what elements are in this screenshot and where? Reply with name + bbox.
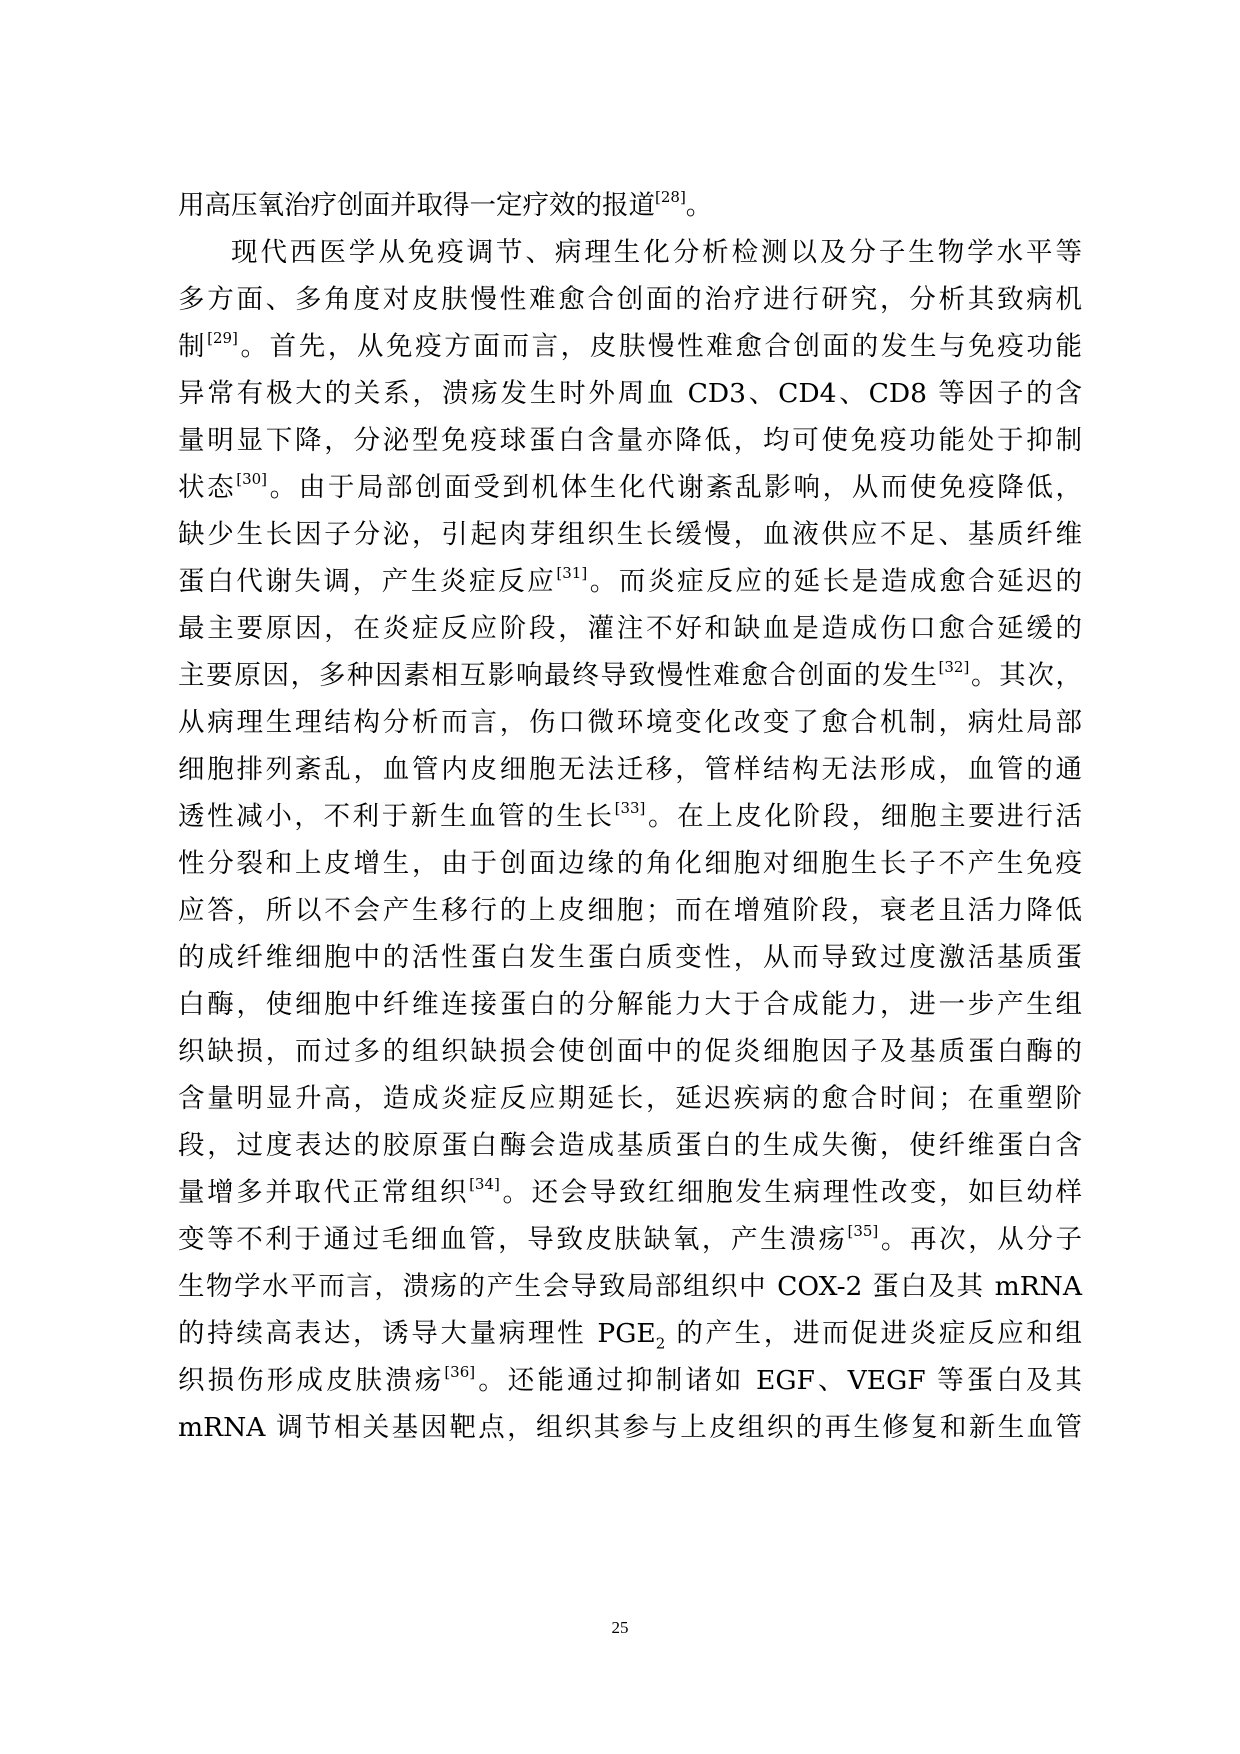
text-line: 异常有极大的关系，溃疡发生时外周血 CD3、CD4、CD8 等因子的含 bbox=[178, 378, 1082, 409]
text-line: 量增多并取代正常组织[34]。还会导致红细胞发生病理性改变，如巨幼样 bbox=[178, 1175, 1083, 1208]
body-text bbox=[178, 182, 1082, 1451]
text-line: 制[29]。首先，从免疫方面而言，皮肤慢性难愈合创面的发生与免疫功能 bbox=[178, 329, 1083, 362]
citation: [32] bbox=[938, 658, 970, 677]
text-line: 细胞排列紊乱，血管内皮细胞无法迁移，管样结构无法形成，血管的通 bbox=[178, 754, 1082, 785]
text-line: 蛋白代谢失调，产生炎症反应[31]。而炎症反应的延长是造成愈合延迟的 bbox=[178, 564, 1083, 597]
text-line: 织缺损，而过多的组织缺损会使创面中的促炎细胞因子及基质蛋白酶的 bbox=[178, 1036, 1082, 1067]
text-line: 状态[30]。由于局部创面受到机体生化代谢紊乱影响，从而使免疫降低， bbox=[178, 470, 1083, 503]
text-line: 量明显下降，分泌型免疫球蛋白含量亦降低，均可使免疫功能处于抑制 bbox=[178, 425, 1082, 456]
text-line: 缺少生长因子分泌，引起肉芽组织生长缓慢，血液供应不足、基质纤维 bbox=[178, 519, 1082, 550]
text-line: 含量明显升高，造成炎症反应期延长，延迟疾病的愈合时间；在重塑阶 bbox=[178, 1083, 1082, 1114]
text-line: 生物学水平而言，溃疡的产生会导致局部组织中 COX-2 蛋白及其 mRNA bbox=[178, 1271, 1082, 1302]
text-line: 主要原因，多种因素相互影响最终导致慢性难愈合创面的发生[32]。其次， bbox=[178, 658, 1082, 691]
citation: [35] bbox=[847, 1222, 879, 1241]
text-line: 现代西医学从免疫调节、病理生化分析检测以及分子生物学水平等 bbox=[231, 237, 1082, 268]
citation: [34] bbox=[469, 1175, 500, 1194]
text-line: 透性减小，不利于新生血管的生长[33]。在上皮化阶段，细胞主要进行活 bbox=[178, 799, 1083, 832]
citation: [36] bbox=[444, 1363, 476, 1382]
text-line: mRNA 调节相关基因靶点，组织其参与上皮组织的再生修复和新生血管 bbox=[178, 1412, 1082, 1443]
citation: [31] bbox=[556, 564, 588, 583]
text-line: 的成纤维细胞中的活性蛋白发生蛋白质变性，从而导致过度激活基质蛋 bbox=[178, 942, 1082, 973]
text-line: 性分裂和上皮增生，由于创面边缘的角化细胞对细胞生长子不产生免疫 bbox=[178, 848, 1082, 879]
text-line: 白酶，使细胞中纤维连接蛋白的分解能力大于合成能力，进一步产生组 bbox=[178, 989, 1082, 1020]
page-number: 25 bbox=[611, 1618, 629, 1637]
citation: [29] bbox=[207, 329, 238, 348]
text-line: 从病理生理结构分析而言，伤口微环境变化改变了愈合机制，病灶局部 bbox=[178, 707, 1082, 738]
text-line: 应答，所以不会产生移行的上皮细胞；而在增殖阶段，衰老且活力降低 bbox=[178, 895, 1082, 926]
citation: [33] bbox=[614, 799, 646, 818]
text-line: 段，过度表达的胶原蛋白酶会造成基质蛋白的生成失衡，使纤维蛋白含 bbox=[178, 1130, 1082, 1161]
citation: [28] bbox=[655, 188, 686, 207]
subscript: 2 bbox=[655, 1334, 666, 1353]
text-line: 的持续高表达，诱导大量病理性 $PGE_2$ 的产生，进而促进炎症反应和组 bbox=[178, 1318, 1082, 1353]
citation: [30] bbox=[236, 470, 268, 489]
text-line: 织损伤形成皮肤溃疡[36]。还能通过抑制诸如 EGF、VEGF 等蛋白及其 bbox=[178, 1363, 1082, 1396]
text-line: 最主要原因，在炎症反应阶段，灌注不好和缺血是造成伤口愈合延缓的 bbox=[178, 613, 1082, 644]
text-line: 多方面、多角度对皮肤慢性难愈合创面的治疗进行研究，分析其致病机 bbox=[178, 284, 1082, 315]
text-line: 变等不利于通过毛细血管，导致皮肤缺氧，产生溃疡[35]。再次，从分子 bbox=[178, 1222, 1083, 1255]
text-line: 用高压氧治疗创面并取得一定疗效的报道[28]。 bbox=[178, 188, 713, 221]
